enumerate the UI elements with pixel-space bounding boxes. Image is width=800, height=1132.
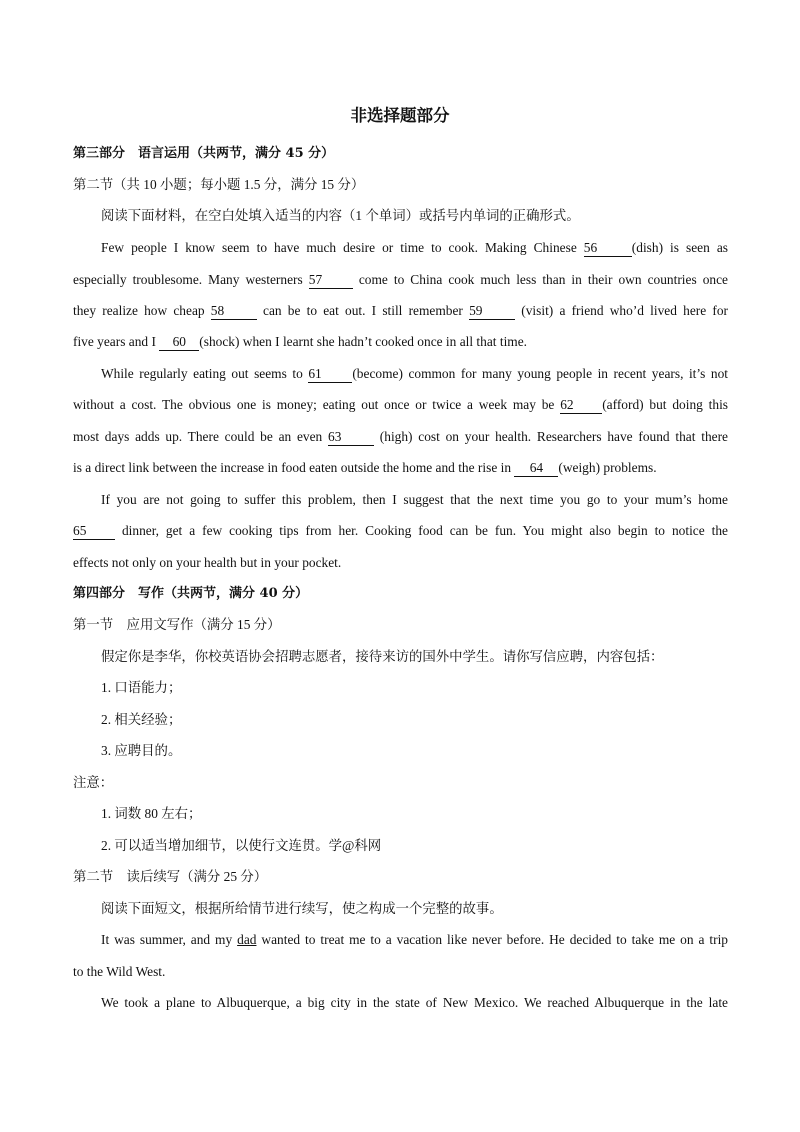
text-run: Few people I know seem to have much desire or time to cook. Making Chinese [101, 240, 577, 255]
continuation-instruction: 阅读下面短文，根据所给情节进行续写，使之构成一个完整的故事。 [101, 901, 503, 916]
text-run: (afford) but doing this [602, 397, 729, 412]
note-label: 注意： [73, 775, 114, 790]
part3-instruction: 阅读下面材料，在空白处填入适当的内容（1 个单词）或括号内单词的正确形式。 [101, 208, 580, 223]
story-line2: to the Wild West. [73, 964, 166, 979]
p3-line3: effects not only on your health but in your pocket. [73, 555, 342, 570]
p1-line4 [73, 332, 728, 352]
text-run: most days adds up. There could be an even [73, 429, 323, 444]
part4-heading: 第四部分 写作（共两节，满分 40 分） [73, 586, 309, 601]
note-item-2: 2. 可以适当增加细节，以使行文连贯。学@科网 [101, 838, 382, 853]
blank-59[interactable]: 59 [469, 303, 515, 320]
part4-section1-heading: 第一节 应用文写作（满分 15 分） [73, 617, 281, 632]
blank-65[interactable]: 65 [73, 523, 115, 540]
text-run: they realize how cheap [73, 303, 205, 318]
part3-heading: 第三部分 语言运用（共两节，满分 45 分） [73, 146, 335, 161]
blank-58[interactable]: 58 [211, 303, 257, 320]
text-run: can be to eat out. I still remember [263, 303, 463, 318]
text-run: (shock) when I learnt she hadn’t cooked once in all that time. [199, 334, 527, 349]
blank-57[interactable]: 57 [309, 272, 353, 289]
part4-section2-heading: 第二节 读后续写（满分 25 分） [73, 869, 268, 884]
text-run: While regularly eating out seems to [101, 366, 303, 381]
p1-line2 [73, 270, 728, 290]
note-item-1: 1. 词数 80 左右； [101, 806, 202, 821]
p2-line4 [73, 458, 728, 478]
story-line1 [101, 930, 728, 950]
text-run: (high) cost on your health. Researchers have found that there [379, 429, 728, 444]
text-run: (become) common for many young people in recent years, it’s not [352, 366, 728, 381]
text-run: come to China cook much less than in their own countries once [358, 272, 728, 287]
content-item-1: 1. 口语能力； [101, 680, 182, 695]
blank-61[interactable]: 61 [308, 366, 352, 383]
p3-line1: If you are not going to suffer this problem, then I suggest that the next time you go to your mum’s home [101, 492, 728, 507]
content-item-3: 3. 应聘目的。 [101, 743, 182, 758]
blank-63[interactable]: 63 [328, 429, 374, 446]
text-run: It was summer, and my [101, 932, 233, 947]
p1-line3 [73, 301, 728, 321]
text-run: without a cost. The obvious one is money; eating out once or twice a week may be [73, 397, 555, 412]
dad-underlined: dad [237, 932, 257, 947]
blank-64[interactable]: 64 [514, 460, 558, 477]
text-run: wanted to treat me to a vacation like never before. He decided to take me on a trip [261, 932, 728, 947]
part3-section2-heading: 第二节（共 10 小题；每小题 1.5 分，满分 15 分） [73, 177, 365, 192]
p1-line1 [101, 238, 728, 258]
blank-62[interactable]: 62 [560, 397, 602, 414]
writing-prompt: 假定你是李华，你校英语协会招聘志愿者，接待来访的国外中学生。请你写信应聘，内容包括： [101, 649, 664, 664]
text-run: (dish) is seen as [631, 240, 728, 255]
story-line3: We took a plane to Albuquerque, a big city in the state of New Mexico. We reached Albuquerque in the late [101, 995, 728, 1010]
blank-60[interactable]: 60 [159, 334, 199, 351]
p2-line2 [73, 395, 728, 415]
text-run: (weigh) problems. [558, 460, 657, 475]
p2-line1 [101, 364, 728, 384]
text-run: (visit) a friend who’d lived here for [521, 303, 728, 318]
p2-line3 [73, 427, 728, 447]
content-item-2: 2. 相关经验； [101, 712, 182, 727]
text-run: dinner, get a few cooking tips from her. Cooking food can be fun. You might also begin to notice the [121, 523, 728, 538]
text-run: five years and I [73, 334, 156, 349]
p3-line2 [73, 521, 728, 541]
blank-56[interactable]: 56 [584, 240, 632, 257]
text-run: especially troublesome. Many westerners [73, 272, 303, 287]
text-run: is a direct link between the increase in food eaten outside the home and the rise in [73, 460, 512, 475]
page-title: 非选择题部分 [350, 106, 450, 125]
